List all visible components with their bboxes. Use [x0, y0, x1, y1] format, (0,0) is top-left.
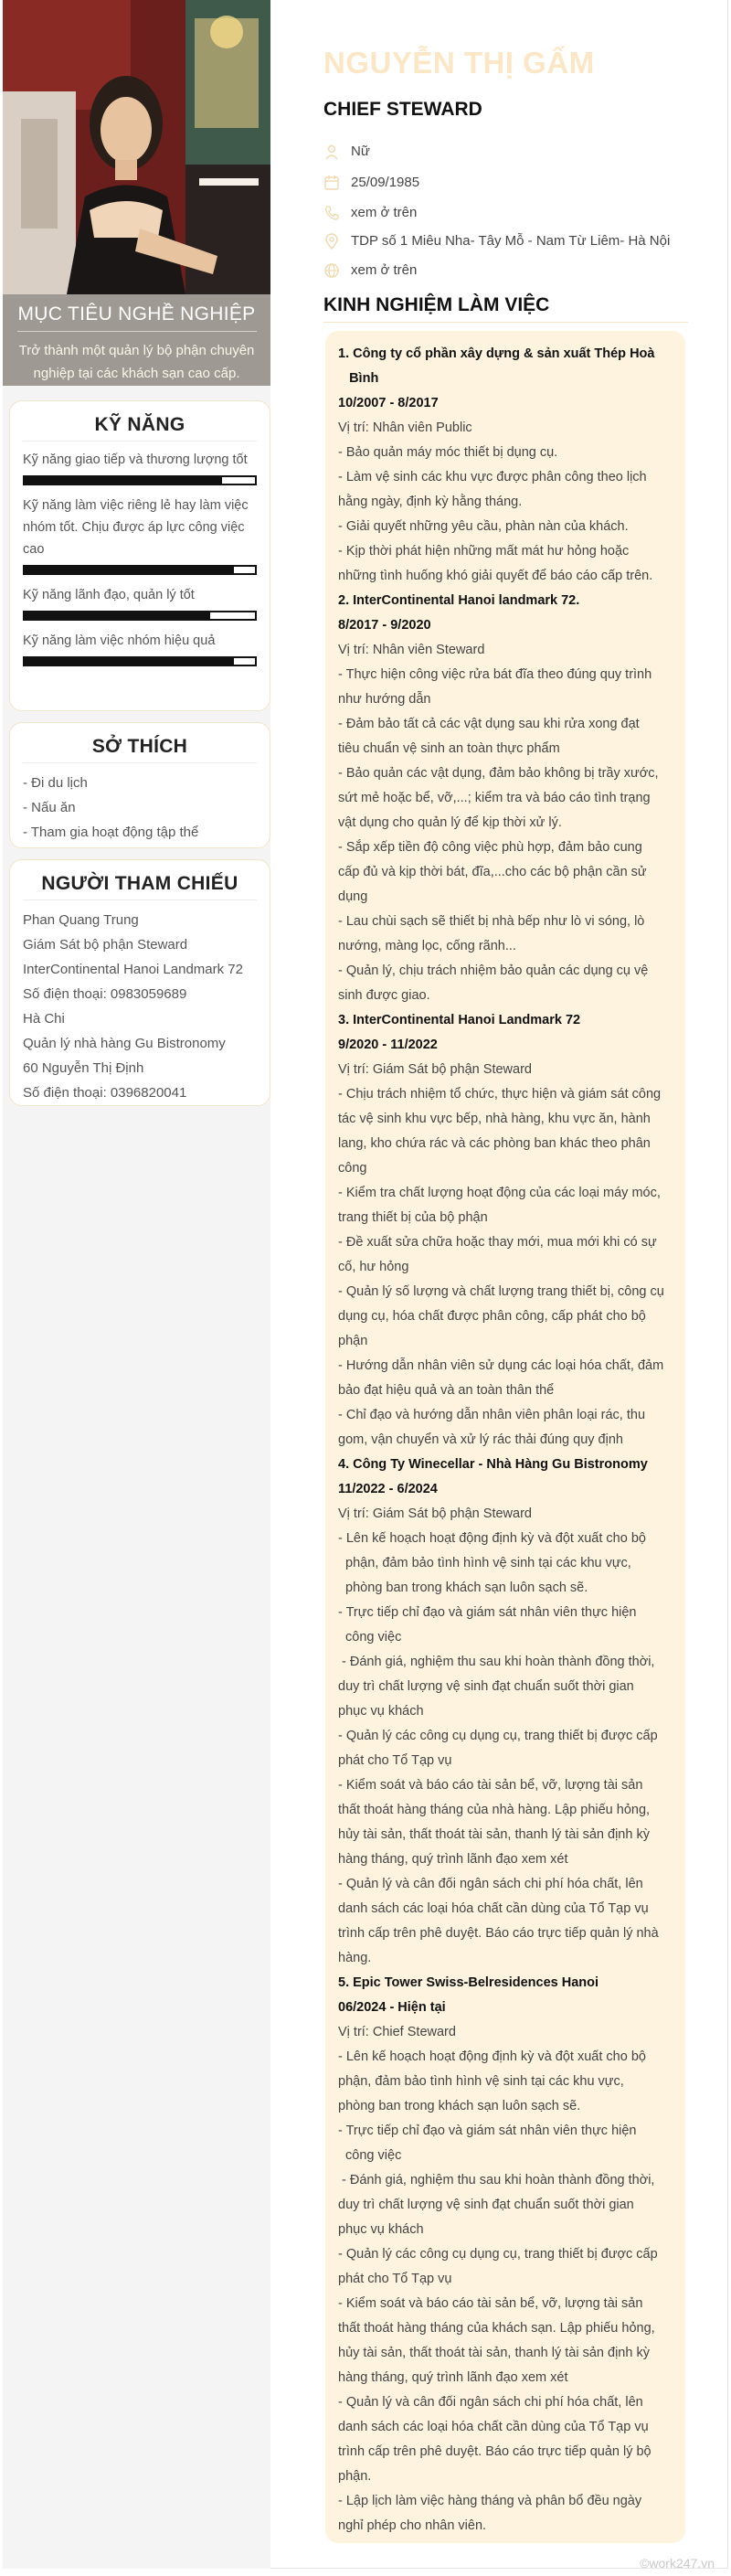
- experience-line: trình cấp trên phê duyệt. Báo cáo trực tiếp quản lý nhà: [338, 1926, 659, 1941]
- reference-line: Phan Quang Trung: [23, 912, 139, 928]
- experience-line: phòng ban trong khách sạn luôn sạch sẽ.: [338, 2099, 581, 2113]
- experience-line: - Đánh giá, nghiệm thu sau khi hoàn thành đồng thời,: [338, 2173, 655, 2187]
- experience-line: - Quản lý và cân đối ngân sách chi phí hóa chất, lên: [338, 1877, 643, 1891]
- experience-line: Vị trí: Chief Steward: [338, 2025, 456, 2039]
- skills-section: [9, 400, 270, 711]
- experience-heading-line: 10/2007 - 8/2017: [338, 396, 439, 410]
- candidate-name: NGUYỄN THỊ GẤM: [323, 46, 595, 80]
- hobby-item: - Đi du lịch: [23, 775, 88, 791]
- skill-label: cao: [23, 542, 45, 557]
- experience-line: - Giải quyết những yêu cầu, phàn nàn của khách.: [338, 519, 629, 534]
- experience-line: duy trì chất lượng vệ sinh đạt chuẩn suốt thời gian: [338, 1679, 634, 1694]
- experience-line: - Lên kế hoạch hoạt động định kỳ và đột xuất cho bộ: [338, 2049, 646, 2064]
- skill-bar: [23, 565, 257, 575]
- experience-line: Vị trí: Giám Sát bộ phận Steward: [338, 1506, 532, 1521]
- objective-line: Trở thành một quản lý bộ phận chuyên: [18, 343, 255, 358]
- address-value: TDP số 1 Miêu Nha- Tây Mỗ - Nam Từ Liêm- Hà Nội: [351, 233, 671, 249]
- experience-line: danh sách các loại hóa chất cần dùng của Tổ Tạp vụ: [338, 1901, 649, 1916]
- experience-line: Vị trí: Giám Sát bộ phận Steward: [338, 1062, 532, 1077]
- hobby-item: - Nấu ăn: [23, 800, 76, 815]
- experience-line: - Bảo quản các vật dụng, đảm bảo không bị trầy xước,: [338, 766, 659, 781]
- skill-label: Kỹ năng làm việc nhóm hiệu quả: [23, 633, 216, 648]
- experience-heading-line: 1. Công ty cổ phần xây dựng & sản xuất Thép Hoà: [338, 346, 655, 361]
- experience-line: nướng, màng lọc, cống rãnh...: [338, 939, 516, 953]
- reference-line: InterContinental Hanoi Landmark 72: [23, 962, 243, 977]
- experience-line: - Lên kế hoạch hoạt động định kỳ và đột xuất cho bộ: [338, 1531, 646, 1546]
- experience-line: phận, đảm bảo tình hình vệ sinh tại các khu vực,: [338, 2074, 624, 2089]
- experience-line: - Kịp thời phát hiện những mất mát hư hỏng hoặc: [338, 544, 630, 559]
- experience-line: - Quản lý, chịu trách nhiệm bảo quản các dụng cụ vệ: [338, 963, 649, 978]
- gender-value: Nữ: [351, 144, 370, 159]
- objective-text: [3, 332, 270, 385]
- experience-line: - Thực hiện công việc rửa bát đĩa theo đúng quy trình: [338, 667, 652, 682]
- dob-value: 25/09/1985: [351, 175, 420, 190]
- experience-heading-line: 3. InterContinental Hanoi Landmark 72: [338, 1013, 581, 1027]
- experience-line: vật dụng cho quản lý để kịp thời xử lý.: [338, 815, 562, 830]
- experience-line: - Kiểm soát và báo cáo tài sản bể, vỡ, lượng tài sản: [338, 1778, 643, 1793]
- hobbies-heading: SỞ THÍCH: [23, 736, 257, 763]
- experience-line: trình cấp trên phê duyệt. Báo cáo trực tiếp quản lý bộ: [338, 2444, 652, 2459]
- experience-line: - Lập lịch làm việc hàng tháng và phân bổ đều ngày: [338, 2494, 642, 2508]
- experience-line: dụng cụ, hóa chất được phân công, cấp phát cho bộ: [338, 1309, 646, 1324]
- gender-icon: [323, 144, 340, 160]
- experience-line: - Sắp xếp tiền độ công việc phù hợp, đảm bảo cung: [338, 840, 642, 855]
- experience-line: thất thoát hàng tháng của nhà hàng. Lập phiếu hỏng,: [338, 1803, 651, 1817]
- skill-bar: [23, 656, 257, 666]
- skill-item: [23, 584, 257, 621]
- experience-line: lang, kho chứa rác và các phòng ban khác theo phân: [338, 1136, 651, 1151]
- skill-item: [23, 630, 257, 666]
- location-icon: [323, 233, 340, 250]
- watermark: ©work247.vn: [640, 2556, 715, 2571]
- experience-line: - Quản lý các công cụ dụng cụ, trang thiết bị được cấp: [338, 1729, 658, 1743]
- experience-line: - Đề xuất sửa chữa hoặc thay mới, mua mới khi có sự: [338, 1235, 657, 1250]
- experience-heading-line: 4. Công Ty Winecellar - Nhà Hàng Gu Bistronomy: [338, 1457, 648, 1472]
- experience-heading-line: 5. Epic Tower Swiss-Belresidences Hanoi: [338, 1975, 599, 1990]
- experience-line: - Kiểm soát và báo cáo tài sản bể, vỡ, lượng tài sản: [338, 2296, 643, 2311]
- experience-line: trang thiết bị của bộ phận: [338, 1210, 488, 1225]
- experience-line: hàng tháng, quý trình lãnh đạo xem xét: [338, 1852, 568, 1867]
- experience-line: - Trực tiếp chỉ đạo và giám sát nhân viên thực hiện: [338, 1605, 637, 1620]
- reference-line: Quản lý nhà hàng Gu Bistronomy: [23, 1036, 226, 1051]
- experience-line: - Đảm bảo tất cả các vật dụng sau khi rửa xong đạt: [338, 717, 640, 731]
- experience-line: gom, vận chuyển và xử lý rác thải đúng quy định: [338, 1432, 623, 1447]
- experience-line: phận, đảm bảo tình hình vệ sinh tại các khu vực,: [338, 1556, 631, 1570]
- experience-line: tiêu chuẩn vệ sinh an toàn thực phẩm: [338, 741, 560, 756]
- reference-line: Số điện thoại: 0983059689: [23, 986, 187, 1002]
- objective-section: [3, 294, 270, 386]
- skill-bar: [23, 611, 257, 621]
- reference-line: Số điện thoại: 0396820041: [23, 1085, 187, 1101]
- experience-line: - Quản lý và cân đối ngân sách chi phí hóa chất, lên: [338, 2395, 643, 2410]
- experience-panel: [325, 331, 685, 2543]
- experience-line: phục vụ khách: [338, 2222, 424, 2237]
- experience-line: tác vệ sinh khu vực bếp, nhà hàng, khu vực ăn, hành: [338, 1112, 651, 1126]
- skill-label: Kỹ năng làm việc riêng lẻ hay làm việc: [23, 498, 249, 513]
- experience-line: phận: [338, 1334, 368, 1348]
- experience-line: phục vụ khách: [338, 1704, 424, 1719]
- experience-heading-line: 06/2024 - Hiện tại: [338, 2000, 446, 2015]
- experience-line: bảo đạt hiệu quả và an toàn thân thể: [338, 1383, 555, 1398]
- experience-line: - Bảo quản máy móc thiết bị dụng cụ.: [338, 445, 558, 460]
- experience-line: hủy tài sản, thất thoát tài sản, thanh lý tài sản định kỳ: [338, 2346, 650, 2360]
- reference-line: Giám Sát bộ phận Steward: [23, 937, 188, 953]
- globe-icon: [323, 262, 340, 279]
- experience-line: - Hướng dẫn nhân viên sử dụng các loại hóa chất, đảm: [338, 1358, 664, 1373]
- experience-heading-line: Bình: [338, 371, 379, 386]
- phone-value: xem ở trên: [351, 205, 418, 220]
- skill-label: Kỹ năng giao tiếp và thương lượng tốt: [23, 452, 248, 467]
- experience-heading-line: 11/2022 - 6/2024: [338, 1482, 438, 1496]
- skill-label: Kỹ năng lãnh đạo, quản lý tốt: [23, 588, 195, 602]
- experience-line: phát cho Tổ Tạp vụ: [338, 1753, 452, 1768]
- experience-line: công việc: [338, 2148, 402, 2163]
- experience-heading: KINH NGHIỆM LÀM VIỆC: [323, 294, 688, 323]
- experience-line: - Lau chùi sạch sẽ thiết bị nhà bếp như lò vi sóng, lò: [338, 914, 645, 929]
- experience-line: hủy tài sản, thất thoát tài sản, thanh lý tài sản định kỳ: [338, 1827, 650, 1842]
- experience-line: công: [338, 1161, 367, 1176]
- hobby-item: - Tham gia hoạt động tập thể: [23, 825, 199, 840]
- experience-line: - Trực tiếp chỉ đạo và giám sát nhân viên thực hiện: [338, 2124, 637, 2138]
- experience-line: sứt mẻ hoặc bể, vỡ,...; kiểm tra và báo cáo tình trạng: [338, 791, 651, 805]
- experience-line: Vị trí: Nhân viên Public: [338, 420, 472, 435]
- experience-line: - Quản lý số lượng và chất lượng trang thiết bị, công cụ: [338, 1284, 664, 1299]
- experience-line: Vị trí: Nhân viên Steward: [338, 643, 485, 657]
- website-value: xem ở trên: [351, 262, 418, 278]
- candidate-title: CHIEF STEWARD: [323, 99, 482, 120]
- experience-line: danh sách các loại hóa chất cần dùng của Tổ Tạp vụ: [338, 2420, 649, 2434]
- objective-heading: MỤC TIÊU NGHỀ NGHIỆP: [17, 303, 257, 332]
- experience-line: - Đánh giá, nghiệm thu sau khi hoàn thành đồng thời,: [338, 1655, 655, 1669]
- experience-line: phòng ban trong khách sạn luôn sạch sẽ.: [338, 1581, 588, 1595]
- experience-line: - Kiểm tra chất lượng hoạt động của các loại máy móc,: [338, 1186, 661, 1200]
- skill-item: [23, 449, 257, 485]
- experience-heading-line: 9/2020 - 11/2022: [338, 1038, 438, 1052]
- hobbies-section: [9, 722, 270, 848]
- experience-line: phận.: [338, 2469, 372, 2484]
- profile-photo: [3, 0, 270, 294]
- phone-icon: [323, 205, 340, 221]
- skill-label: nhóm tốt. Chịu được áp lực công việc: [23, 520, 245, 535]
- references-section: [9, 859, 270, 1106]
- experience-line: - Chịu trách nhiệm tổ chức, thực hiện và giám sát công: [338, 1087, 662, 1102]
- calendar-icon: [323, 175, 340, 191]
- experience-line: - Làm vệ sinh các khu vực được phân công theo lịch: [338, 470, 647, 484]
- references-heading: NGƯỜI THAM CHIẾU: [23, 873, 257, 900]
- reference-line: Hà Chi: [23, 1011, 65, 1027]
- experience-line: hằng ngày, định kỳ hằng tháng.: [338, 495, 523, 509]
- experience-line: nghỉ phép cho nhân viên.: [338, 2518, 487, 2533]
- experience-line: cố, hư hỏng: [338, 1260, 409, 1274]
- reference-line: 60 Nguyễn Thị Định: [23, 1060, 144, 1076]
- experience-line: duy trì chất lượng vệ sinh đạt chuẩn suốt thời gian: [338, 2198, 634, 2212]
- skills-heading: KỸ NĂNG: [23, 414, 257, 442]
- objective-line: nghiệp tại các khách sạn cao cấp.: [33, 366, 240, 381]
- experience-line: cấp đủ và kịp thời bát, đĩa,...cho các bộ phận cần sử: [338, 865, 647, 879]
- experience-line: hàng.: [338, 1951, 372, 1965]
- experience-line: thất thoát hàng tháng của khách sạn. Lập phiếu hỏng,: [338, 2321, 655, 2336]
- experience-line: những tình huống khó giải quyết để báo cáo cấp trên.: [338, 569, 653, 583]
- experience-line: dụng: [338, 889, 368, 904]
- experience-line: sinh được giao.: [338, 988, 430, 1003]
- experience-line: - Quản lý các công cụ dụng cụ, trang thiết bị được cấp: [338, 2247, 658, 2262]
- experience-heading-line: 2. InterContinental Hanoi landmark 72.: [338, 593, 580, 608]
- experience-line: như hướng dẫn: [338, 692, 431, 707]
- experience-heading-line: 8/2017 - 9/2020: [338, 618, 431, 633]
- experience-line: hàng tháng, quý trình lãnh đạo xem xét: [338, 2370, 568, 2385]
- experience-line: phát cho Tổ Tạp vụ: [338, 2272, 452, 2286]
- experience-line: - Chỉ đạo và hướng dẫn nhân viên phân loại rác, thu: [338, 1408, 646, 1422]
- experience-line: công việc: [338, 1630, 402, 1645]
- skill-item: [23, 495, 257, 575]
- skill-bar: [23, 475, 257, 485]
